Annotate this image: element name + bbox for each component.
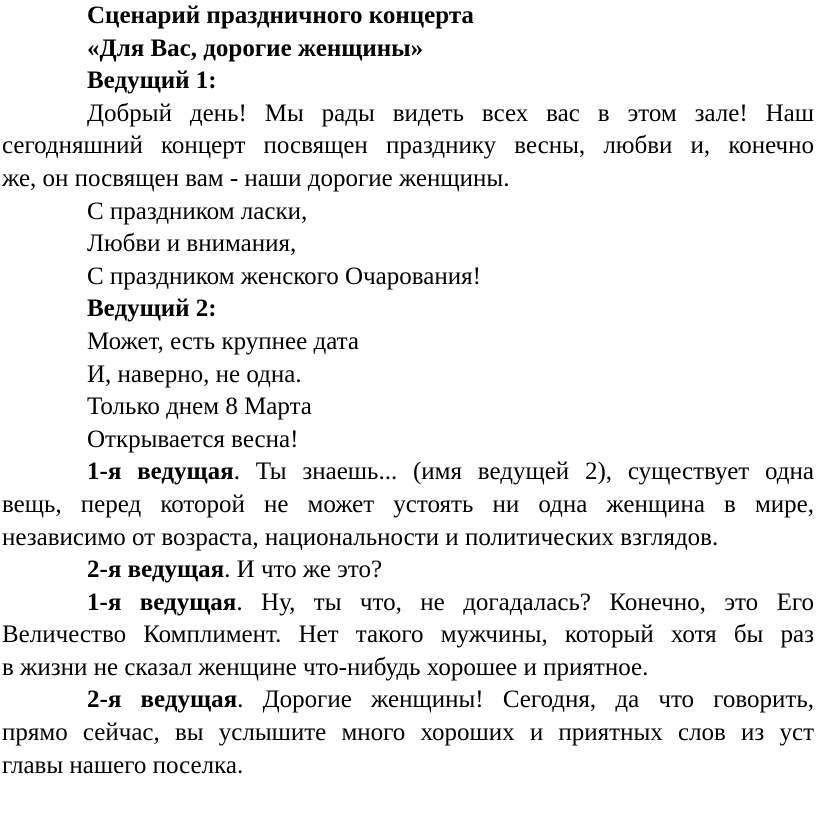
verse-2: [2, 326, 814, 456]
paragraph-text: . Ты знаешь... (имя ведущей 2), существует одна: [233, 458, 814, 486]
paragraph-text: . И что же это?: [224, 556, 383, 584]
speaker-label: 2-я ведущая: [87, 686, 238, 714]
paragraph-line: сегодняшний концерт посвящен празднику весны, любви и, конечно: [2, 132, 814, 160]
paragraph-host2-announce: [2, 684, 814, 782]
paragraph-host2-reply: [2, 554, 814, 587]
paragraph-line: же, он посвящен вам - наши дорогие женщины.: [2, 164, 510, 192]
paragraph-line: прямо сейчас, вы услышите много хороших и приятных слов из уст: [2, 719, 814, 747]
paragraph-text: . Дорогие женщины! Сегодня, да что говорить,: [237, 686, 814, 714]
verse-line: Любви и внимания,: [87, 230, 297, 258]
document-page: [2, 0, 814, 782]
paragraph-line: вещь, перед которой не может устоять ни одна женщина в мире,: [2, 490, 814, 518]
verse-line: Только днем 8 Марта: [87, 393, 312, 421]
paragraph-host1-question: [2, 456, 814, 554]
document-title-line-2: «Для Вас, дорогие женщины»: [87, 34, 424, 62]
paragraph-line: Добрый день! Мы рады видеть всех вас в этом зале! Наш: [87, 99, 814, 127]
verse-line: С праздником женского Очарования!: [87, 262, 481, 290]
paragraph-line: [2, 587, 814, 620]
verse-line: Может, есть крупнее дата: [87, 327, 359, 355]
paragraph-line: [2, 684, 814, 717]
speaker-2-heading: Ведущий 2:: [87, 295, 217, 323]
speaker-label: 1-я ведущая: [87, 588, 237, 616]
paragraph-line: в жизни не сказал женщине что-нибудь хорошее и приятное.: [2, 653, 649, 681]
speaker-label: 1-я ведущая: [87, 458, 234, 486]
verse-line: С праздником ласки,: [87, 197, 308, 225]
paragraph-host1-compliment: [2, 587, 814, 685]
paragraph-line: [2, 456, 814, 489]
paragraph-greeting: [2, 98, 814, 196]
verse-line: И, наверно, не одна.: [87, 360, 302, 388]
paragraph-line: независимо от возраста, национальности и политических взглядов.: [2, 523, 719, 551]
paragraph-line: главы нашего поселка.: [2, 751, 244, 779]
speaker-label: 2-я ведущая: [87, 556, 225, 584]
verse-line: Открывается весна!: [87, 425, 299, 453]
paragraph-line: [2, 554, 814, 587]
verse-1: [2, 196, 814, 294]
speaker-1-heading: Ведущий 1:: [87, 67, 217, 95]
paragraph-line: Величество Комплимент. Нет такого мужчины, который хотя бы раз: [2, 621, 814, 649]
document-title-line-1: Сценарий праздничного концерта: [87, 2, 474, 29]
paragraph-text: . Ну, ты что, не догадалась? Конечно, это Его: [236, 588, 814, 616]
